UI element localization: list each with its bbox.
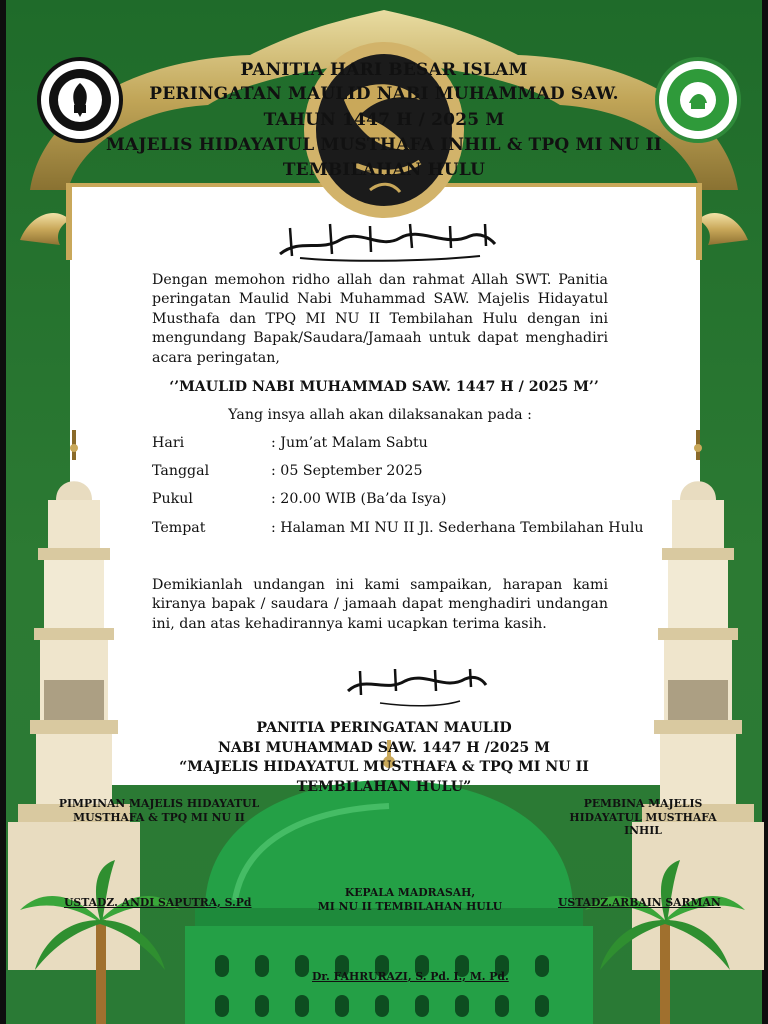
waalaikumsalam-calligraphy-icon [340, 665, 490, 709]
committee-line-2: NABI MUHAMMAD SAW. 1447 H /2025 M [218, 740, 550, 756]
detail-row-pukul [152, 491, 672, 511]
schedule-intro: Yang insya allah akan dilaksanakan pada : [228, 407, 532, 423]
event-title: ‘’MAULID NABI MUHAMMAD SAW. 1447 H / 2025 M’’ [169, 379, 599, 395]
header-line-4: MAJELIS HIDAYATUL MUSTHAFA INHIL & TPQ MI NU II [106, 135, 662, 155]
right-signature-name: USTADZ.ARBAIN SARMAN [558, 896, 721, 909]
detail-label: Hari [152, 435, 185, 451]
header-line-1: PANITIA HARI BESAR ISLAM [240, 60, 528, 80]
detail-value: : 20.00 WIB (Ba’da Isya) [271, 491, 447, 507]
center-signature-name: Dr. FAHRURAZI, S. Pd. I., M. Pd. [312, 970, 509, 983]
committee-line-1: PANITIA PERINGATAN MAULID [256, 720, 512, 736]
header-line-5: TEMBILAHAN HULU [282, 160, 486, 180]
detail-row-tempat [152, 520, 672, 540]
invitation-paragraph: Dengan memohon ridho allah dan rahmat Allah SWT. Panitia peringatan Maulid Nabi Muhammad SAW. Majelis Hidayatul Musthafa dan TPQ MI NU II Tembilahan Hulu dengan ini mengundang Bapak/Saudara/Jamaah untuk dapat menghadiri acara peringatan, [152, 272, 608, 366]
detail-row-tanggal [152, 463, 672, 483]
right-palm-icon [580, 860, 750, 1024]
detail-label: Tempat [152, 520, 206, 536]
detail-value: : 05 September 2025 [271, 463, 423, 479]
closing-paragraph: Demikianlah undangan ini kami sampaikan, harapan kami kiranya bapak / saudara / jamaah dapat menghadiri undangan ini, dan atas kehadirannya kami ucapkan terima kasih. [152, 577, 608, 632]
right-signature-title: PEMBINA MAJELIS HIDAYATUL MUSTHAFA INHIL [569, 797, 717, 837]
detail-value: : Jum’at Malam Sabtu [271, 435, 428, 451]
center-signature-title-1: KEPALA MADRASAH, [344, 886, 476, 899]
left-palm-icon [20, 860, 180, 1024]
detail-value: : Halaman MI NU II Jl. Sederhana Tembilahan Hulu [271, 520, 644, 536]
committee-line-4: TEMBILAHAN HULU” [296, 779, 472, 795]
left-signature-name: USTADZ. ANDI SAPUTRA, S.Pd [64, 896, 252, 909]
header-line-3: TAHUN 1447 H / 2025 M [263, 110, 505, 130]
detail-row-hari [152, 435, 672, 455]
detail-label: Pukul [152, 491, 193, 507]
detail-label: Tanggal [152, 463, 210, 479]
left-signature-title: PIMPINAN MAJELIS HIDAYATUL MUSTHAFA & TPQ MI NU II [58, 797, 260, 824]
committee-line-3: “MAJELIS HIDAYATUL MUSTHAFA & TPQ MI NU II [179, 759, 589, 775]
center-signature-title-2: MI NU II TEMBILAHAN HULU [317, 900, 503, 913]
salam-calligraphy-icon [270, 218, 500, 262]
header-line-2: PERINGATAN MAULID NABI MUHAMMAD SAW. [149, 84, 619, 104]
